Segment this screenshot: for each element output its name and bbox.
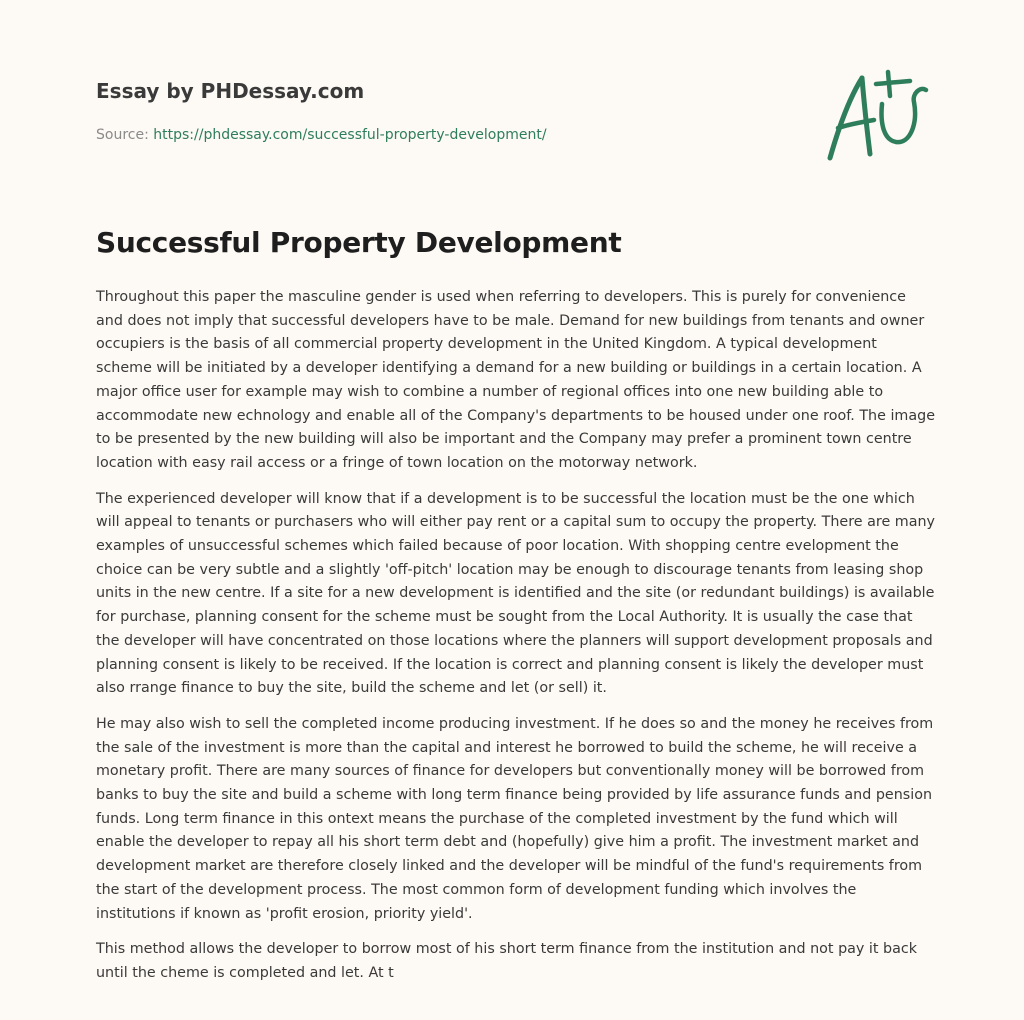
source-link[interactable]: https://phdessay.com/successful-property-development/ bbox=[153, 127, 547, 143]
site-title: Essay by PHDessay.com bbox=[96, 79, 365, 103]
source-label: Source: bbox=[96, 127, 154, 143]
essay-paragraph: The experienced developer will know that if a development is to be successful the location must be the one which will appeal to tenants or purchasers who will either pay rent or a capital sum to occupy the property. There are many examples of unsuccessful schemes which failed because of poor location. With shopping centre evelopment the choice can be very subtle and a slightly 'off-pitch' location may be enough to discourage tenants from leasing shop units in the new centre. If a site for a new development is identified and the site (or redundant buildings) is available for purchase, planning consent for the scheme must be sought from the Local Authority. It is usually the case that the developer will have concentrated on those locations where the planners will support development proposals and planning consent is likely to be received. If the location is correct and planning consent is likely the developer must also rrange finance to buy the site, build the scheme and let (or sell) it. bbox=[96, 490, 935, 697]
essay-title: Successful Property Development bbox=[96, 226, 622, 259]
essay-paragraph: This method allows the developer to borrow most of his short term finance from the institution and not pay it back until the cheme is completed and let. At t bbox=[96, 941, 918, 981]
essay-paragraph: He may also wish to sell the completed income producing investment. If he does so and the money he receives from the sale of the investment is more than the capital and interest he borrowed to build the scheme, he will receive a monetary profit. There are many sources of finance for developers but conventionally money will be borrowed from banks to buy the site and build a scheme with long term finance being provided by life assurance funds and pension funds. Long term finance in this ontext means the purchase of the completed investment by the fund which will enable the developer to repay all his short term debt and (hopefully) give him a profit. The investment market and development market are therefore closely linked and the developer will be mindful of the fund's requirements from the start of the development process. The most common form of development funding which involves the institutions if known as 'profit erosion, priority yield'. bbox=[96, 715, 934, 922]
page-header bbox=[96, 78, 796, 145]
essay-body bbox=[96, 286, 936, 998]
a-plus-logo-icon bbox=[820, 68, 930, 164]
essay-paragraph: Throughout this paper the masculine gender is used when referring to developers. This is purely for convenience and does not imply that successful developers have to be male. Demand for new buildings from tenants and owner occupiers is the basis of all commercial property development in the United Kingdom. A typical development scheme will be initiated by a developer identifying a demand for a new building or buildings in a certain location. A major office user for example may wish to combine a number of regional offices into one new building able to accommodate new echnology and enable all of the Company's departments to be housed under one roof. The image to be presented by the new building will also be important and the Company may prefer a prominent town centre location with easy rail access or a fringe of town location on the motorway network. bbox=[96, 289, 935, 471]
source-line bbox=[96, 125, 796, 145]
